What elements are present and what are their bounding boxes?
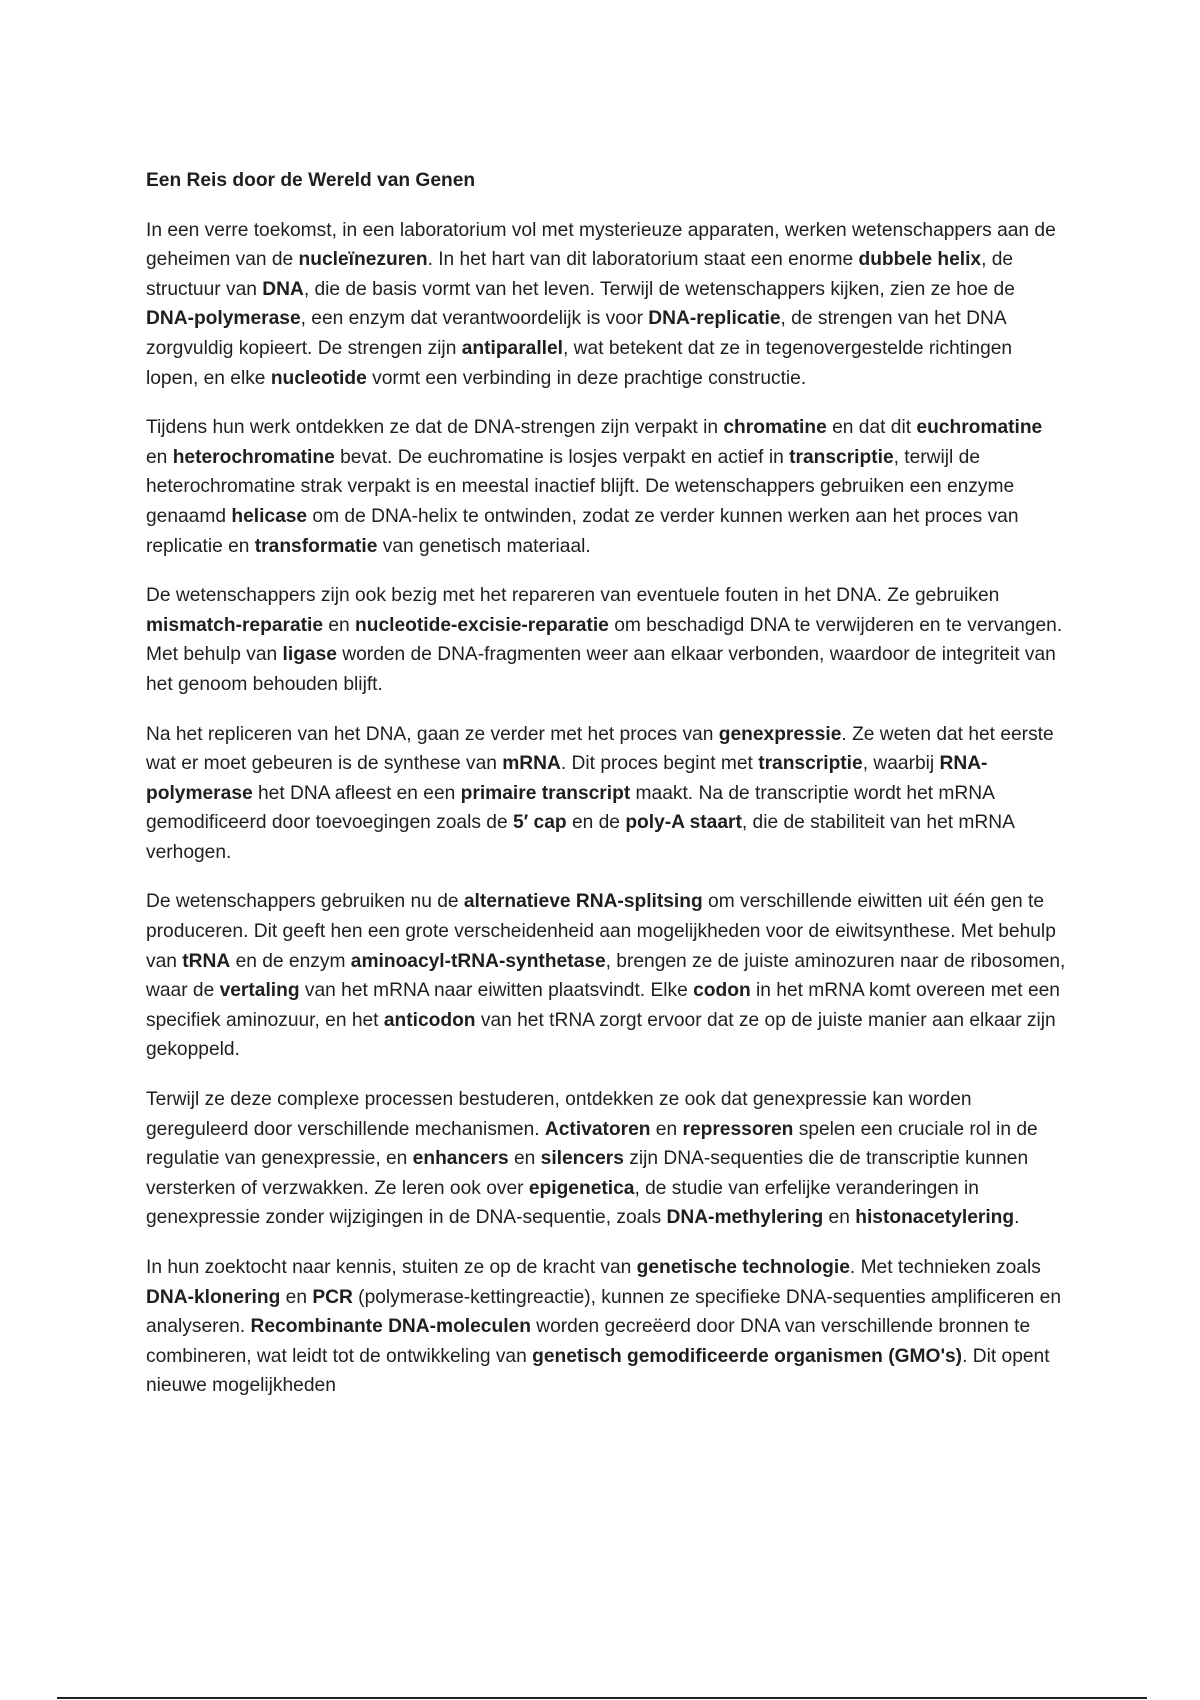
bold-term: DNA-methylering bbox=[666, 1207, 824, 1229]
paragraph bbox=[146, 1085, 1066, 1233]
text-run: bevat. De euchromatine is losjes verpakt en actief in bbox=[334, 446, 790, 468]
text-run: , de structuur van bbox=[146, 249, 1014, 300]
bold-term: heterochromatine bbox=[172, 446, 335, 468]
document-body bbox=[146, 166, 1066, 1421]
text-run: Na het repliceren van het DNA, gaan ze verder met het proces van bbox=[146, 723, 719, 745]
bold-term: tRNA bbox=[182, 950, 231, 972]
bold-term: euchromatine bbox=[916, 417, 1043, 439]
text-run: en bbox=[650, 1118, 683, 1140]
text-run: vormt een verbinding in deze prachtige constructie. bbox=[366, 367, 807, 389]
paragraph bbox=[146, 216, 1066, 394]
bold-term: PCR bbox=[312, 1286, 353, 1308]
text-run: en bbox=[823, 1207, 856, 1229]
bold-term: poly-A staart bbox=[625, 812, 742, 834]
bold-term: 5′ cap bbox=[512, 812, 567, 834]
text-run: . Dit opent nieuwe mogelijkheden bbox=[146, 1345, 1050, 1397]
text-run: om beschadigd DNA te verwijderen en te vervangen. Met behulp van bbox=[146, 614, 1063, 666]
bold-term: ligase bbox=[282, 644, 337, 666]
text-run: het DNA afleest en een bbox=[252, 782, 461, 804]
bold-term: nucleotide bbox=[270, 367, 367, 389]
text-run: en de bbox=[566, 812, 626, 834]
text-run: en bbox=[280, 1286, 313, 1308]
text-run: , die de stabiliteit van het mRNA verhogen. bbox=[146, 812, 1014, 863]
bold-term: mismatch-reparatie bbox=[146, 614, 324, 636]
bold-term: repressoren bbox=[682, 1118, 794, 1140]
text-run: en bbox=[323, 614, 356, 636]
text-run: , brengen ze de juiste aminozuren naar de ribosomen, waar de bbox=[146, 950, 1066, 1002]
text-run: De wetenschappers zijn ook bezig met het repareren van eventuele fouten in het DNA. Ze gebruiken bbox=[146, 585, 1000, 607]
text-run: , die de basis vormt van het leven. Terwijl de wetenschappers kijken, zien ze hoe de bbox=[303, 278, 1015, 300]
bold-term: DNA bbox=[262, 278, 304, 300]
text-run: van genetisch materiaal. bbox=[377, 535, 591, 557]
bold-term: alternatieve RNA-splitsing bbox=[463, 891, 703, 913]
bold-term: RNA-polymerase bbox=[146, 753, 988, 804]
text-run: spelen een cruciale rol in de regulatie van genexpressie, en bbox=[146, 1118, 1038, 1170]
bold-term: dubbele helix bbox=[858, 249, 982, 271]
text-run: . Dit proces begint met bbox=[560, 753, 759, 775]
text-run: , waarbij bbox=[862, 753, 940, 775]
text-run: , een enzym dat verantwoordelijk is voor bbox=[300, 308, 649, 330]
text-run: , wat betekent dat ze in tegenovergestelde richtingen lopen, en elke bbox=[146, 337, 1013, 389]
text-run: . bbox=[1014, 1207, 1020, 1229]
text-run: en bbox=[146, 446, 173, 468]
bold-term: Recombinante DNA-moleculen bbox=[250, 1316, 531, 1338]
text-run: van het mRNA naar eiwitten plaatsvindt. Elke bbox=[299, 980, 694, 1002]
bold-term: codon bbox=[693, 980, 751, 1002]
bold-term: DNA-klonering bbox=[146, 1286, 281, 1308]
bold-term: histonacetylering bbox=[855, 1207, 1015, 1229]
bold-term: genetische technologie bbox=[636, 1257, 850, 1278]
text-run: en dat dit bbox=[826, 417, 917, 439]
text-run: , de strengen van het DNA zorgvuldig kopieert. De strengen zijn bbox=[146, 308, 1006, 359]
text-run: In hun zoektocht naar kennis, stuiten ze op de kracht van bbox=[146, 1257, 637, 1278]
page-bottom-rule bbox=[57, 1697, 1147, 1699]
bold-term: epigenetica bbox=[528, 1177, 635, 1199]
paragraph bbox=[146, 1253, 1066, 1401]
bold-term: enhancers bbox=[412, 1148, 509, 1170]
text-run: . Ze weten dat het eerste wat er moet gebeuren is de synthese van bbox=[146, 723, 1054, 775]
text-run: worden gecreëerd door DNA van verschillende bronnen te combineren, wat leidt tot de ontwikkeling van bbox=[146, 1316, 1031, 1367]
document-title: Een Reis door de Wereld van Genen bbox=[146, 170, 476, 191]
text-run: , de studie van erfelijke veranderingen in genexpressie zonder wijzigingen in de DNA-sequentie, zoals bbox=[146, 1177, 979, 1229]
bold-term: nucleotide-excisie-reparatie bbox=[355, 614, 609, 636]
bold-term: DNA-polymerase bbox=[146, 308, 301, 330]
bold-term: aminoacyl-tRNA-synthetase bbox=[350, 950, 606, 972]
bold-term: helicase bbox=[231, 505, 308, 527]
bold-term: primaire transcript bbox=[460, 782, 631, 804]
text-run: worden de DNA-fragmenten weer aan elkaar verbonden, waardoor de integriteit van het genoom behouden blijft. bbox=[146, 644, 1056, 695]
text-run: om de DNA-helix te ontwinden, zodat ze verder kunnen werken aan het proces van replicatie en bbox=[146, 505, 1019, 557]
text-run: om verschillende eiwitten uit één gen te produceren. Dit geeft hen een grote verscheidenheid aan mogelijkheden voor de eiwitsynthese. Met behulp van bbox=[146, 891, 1056, 972]
bold-term: DNA-replicatie bbox=[648, 308, 781, 330]
text-run: Terwijl ze deze complexe processen bestuderen, ontdekken ze ook dat genexpressie kan worden gereguleerd door verschillende mechanismen. bbox=[146, 1089, 972, 1140]
text-run: In een verre toekomst, in een laboratorium vol met mysterieuze apparaten, werken wetenschappers aan de geheimen van de bbox=[146, 219, 1056, 271]
bold-term: transcriptie bbox=[789, 446, 894, 468]
paragraph bbox=[146, 581, 1066, 699]
bold-term: antiparallel bbox=[461, 337, 564, 359]
bold-term: nucleïnezuren bbox=[298, 249, 428, 271]
bold-term: mRNA bbox=[502, 753, 561, 775]
text-run: en de enzym bbox=[230, 950, 351, 972]
bold-term: chromatine bbox=[723, 417, 827, 439]
paragraph bbox=[146, 413, 1066, 561]
bold-term: silencers bbox=[540, 1148, 624, 1170]
text-run: van het tRNA zorgt ervoor dat ze op de juiste manier aan elkaar zijn gekoppeld. bbox=[146, 1009, 1056, 1061]
bold-term: vertaling bbox=[219, 980, 300, 1002]
text-run: en bbox=[508, 1148, 541, 1170]
paragraph bbox=[146, 720, 1066, 868]
text-run: , terwijl de heterochromatine strak verpakt is en meestal inactief blijft. De wetenschappers gebruiken een enzyme genaamd bbox=[146, 446, 1015, 527]
bold-term: genexpressie bbox=[718, 723, 842, 745]
text-run: Tijdens hun werk ontdekken ze dat de DNA-strengen zijn verpakt in bbox=[146, 417, 724, 439]
bold-term: genetisch gemodificeerde organismen (GMO's) bbox=[532, 1345, 963, 1367]
text-run: . In het hart van dit laboratorium staat een enorme bbox=[427, 249, 859, 271]
paragraph bbox=[146, 887, 1066, 1065]
text-run: (polymerase-kettingreactie), kunnen ze specifieke DNA-sequenties amplificeren en analyseren. bbox=[146, 1286, 1061, 1338]
bold-term: transformatie bbox=[254, 535, 378, 557]
bold-term: transcriptie bbox=[758, 753, 863, 775]
text-run: in het mRNA komt overeen met een specifiek aminozuur, en het bbox=[146, 980, 1060, 1031]
text-run: zijn DNA-sequenties die de transcriptie kunnen versterken of verzwakken. Ze leren ook over bbox=[146, 1148, 1029, 1199]
text-run: De wetenschappers gebruiken nu de bbox=[146, 891, 464, 913]
text-run: . Met technieken zoals bbox=[849, 1257, 1041, 1278]
text-run: maakt. Na de transcriptie wordt het mRNA gemodificeerd door toevoegingen zoals de bbox=[146, 782, 994, 834]
bold-term: Activatoren bbox=[544, 1118, 651, 1140]
bold-term: anticodon bbox=[383, 1009, 476, 1031]
